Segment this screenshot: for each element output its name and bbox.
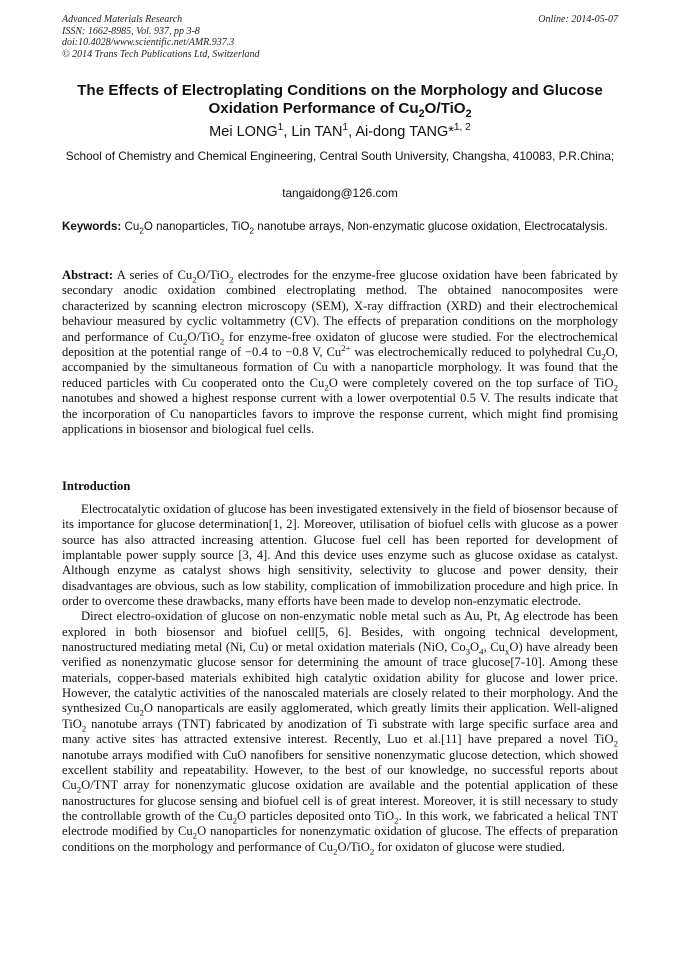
title-line-2: Oxidation Performance of $Cu_2O/TiO_2$ <box>208 100 472 121</box>
title-line-1: The Effects of Electroplating Conditions on the Morphology and Glucose <box>77 82 603 99</box>
intro-paragraph-1: Electrocatalytic oxidation of glucose has been investigated extensively in the field of biosensor because of its importance for glucose determination[1, 2]. Moreover, utilisation of biofuel cells with glucose as a power source has also attracted increasing attention. Glucose fuel cell has been reported for development of implantable power supply source [3, 4]. And this device uses enzyme such as glucose oxidase as catalyst. Although enzyme as catalyst shows high sensitivity, selectivity to glucose and power density, their disadvantages are obvious, such as low stability, complication of immobilization procedure and high price. In order to overcome these drawbacks, many efforts have been made to develop non-enzymatic electrode. <box>62 502 618 609</box>
journal-name: Advanced Materials Research <box>62 14 183 25</box>
paper-title <box>60 82 620 121</box>
section-heading-introduction: Introduction <box>62 479 131 493</box>
issn-line: ISSN: 1662-8985, Vol. 937, pp 3-8 <box>62 25 200 37</box>
copyright-line: © 2014 Trans Tech Publications Ltd, Switzerland <box>62 48 260 60</box>
keywords-label: Keywords: <box>62 220 122 233</box>
abstract-label: Abstract: <box>62 268 114 282</box>
keywords: Keywords: $Cu_2O$ nanoparticles, TiO$_2$ nanotube arrays, Non-enzymatic glucose oxidation, Electrocatalysis. <box>62 220 608 236</box>
doi-line: doi:10.4028/www.scientific.net/AMR.937.3 <box>62 37 235 48</box>
intro-paragraph-2: Direct electro-oxidation of glucose on non-enzymatic noble metal such as Au, Pt, Ag electrode has been explored in both biosensor and biofuel cell[5, 6]. Besides, with ongoing technical development, nanostructured mediating metal (Ni, Cu) or metal oxidation materials (NiO, $Co_3O_4$, $Cu_xO$) have already been verified as nonenzymatic glucose sensor for determining the amount of trace glucose[7-10]. Among these materials, copper-based materials exhibited high catalytic oxidation ability for glucose and lower price. However, the catalytic activities of the nanoscaled materials are closely related to their morphology. And the synthesized $Cu_2O$ nanoparticals are easily agglomerated, which greatly limits their application. Well-aligned TiO$_2$ nanotube arrays (TNT) fabricated by anodization of Ti substrate with large specific surface area and many active sites has attracted extensive interest. Recently, Luo et al.[11] have prepared a novel TiO$_2$ nanotube arrays modified with CuO nanofibers for sensitive nonenzymatic glucose detection, which showed excellent stability and repeatability. However, to the best of our knowledge, no successful reports about $Cu_2O$/TNT array for nonenzymatic glucose oxidation are available and the potential application of these nanostructures for glucose sensing and biofuel cell is of great interest. Moreover, it is still necessary to study the controllable growth of the $Cu_2O$ particles deposited onto TiO$_2$. In this work, we fabricated a helical TNT electrode modified by $Cu_2O$ nanoparticles for nonenzymatic oxidation of glucose. The effects of preparation conditions on the morphology and performance of $Cu_2O/TiO_2$ for oxidaton of glucose were studied. <box>62 609 619 857</box>
abstract: Abstract: A series of $Cu_2O/TiO_2$ electrodes for the enzyme-free glucose oxidation have been fabricated by secondary anodic oxidation combined electroplating method. The obtained nanocomposites were characterized by scanning electron microscopy (SEM), X-ray diffraction (XRD) and their electrochemical behaviour measured by cyclic voltammetry (CV). The effects of preparation conditions on the morphology and performance of $Cu_2O/TiO_2$ for enzyme-free oxidaton of glucose were studied. For the electrochemical deposition at the potential range of −0.4 to −0.8 V, $Cu^{2+}$ was electrochemically reduced to polyhedral $Cu_2O$, accompanied by the simultaneous formation of Cu with a nanoparticle morphology. It was found that the reduced particles with Cu cooperated onto the $Cu_2O$ were completely covered on the top surface of TiO$_2$ nanotubes and showed a highest response current with a lower overpotential 0.5 V. The results indicate that the incorporation of Cu nanoparticles favors to improve the response current, which might find promising applications in biosensor and biological fuel cells. <box>62 268 619 437</box>
affiliation: School of Chemistry and Chemical Engineering, Central South University, Changsha, 410083, P.R.China; <box>65 149 615 163</box>
introduction-body <box>62 502 618 855</box>
online-date: Online: 2014-05-07 <box>538 14 618 25</box>
journal-header <box>62 14 618 60</box>
author-list: Mei LONG$^1$, Lin TAN$^1$, Ai-dong TANG*$^{1, 2}$ <box>209 122 471 140</box>
author-email: tangaidong@126.com <box>282 186 398 200</box>
